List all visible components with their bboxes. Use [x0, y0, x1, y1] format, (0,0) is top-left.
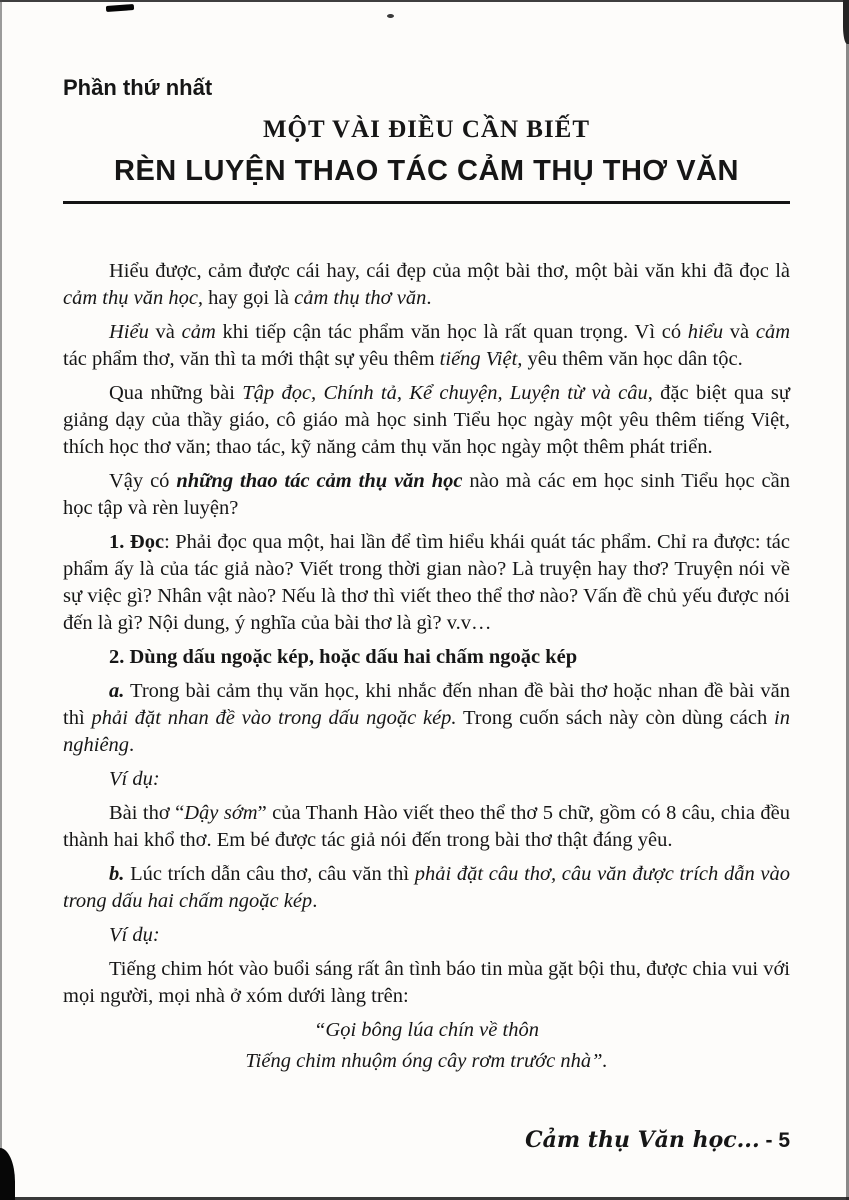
paragraph	[63, 644, 790, 671]
text-run: 1. Đọc	[109, 531, 165, 553]
text-run: cảm thụ văn học,	[63, 287, 204, 309]
text-run: phải đặt nhan đề vào trong dấu ngoặc kép.	[91, 707, 457, 729]
text-run: ” của Thanh Hào viết theo thể thơ 5 chữ, gồm có 8 câu, chia đều thành hai khổ thơ. Em bé được tác giả nói đến trong bài thơ thật đáng yêu.	[63, 802, 790, 851]
text-run: , đặc biệt qua sự giảng dạy của thầy giáo, cô giáo mà học sinh Tiểu học ngày một yêu thêm tiếng Việt, thích học thơ văn; thao tác, kỹ năng cảm thụ văn học ngày một thêm phát triển.	[63, 382, 790, 458]
text-run: .	[426, 287, 432, 309]
text-run: những thao tác cảm thụ văn học	[176, 470, 463, 492]
text-run: Tiếng chim hót vào buổi sáng rất ân tình báo tin mùa gặt bội thu, được chia vui với mọi người, mọi nhà ở xóm dưới làng trên:	[63, 958, 790, 1007]
text-run: b.	[109, 863, 125, 885]
text-run: Vậy có	[109, 470, 177, 492]
text-run: Bài thơ “	[109, 802, 185, 824]
section-label: Phần thứ nhất	[63, 75, 213, 100]
text-run: hiểu	[687, 321, 724, 343]
footer-separator: -	[759, 1129, 779, 1152]
page-content	[63, 75, 790, 1079]
text-run: .	[129, 734, 135, 756]
scan-artifact-mark	[387, 14, 394, 18]
text-run: Ví dụ:	[109, 768, 160, 790]
paragraph	[63, 258, 790, 312]
text-run: cảm thụ thơ văn	[294, 287, 427, 309]
text-run: Dậy sớm	[184, 802, 258, 824]
text-run: in nghiêng	[63, 707, 790, 756]
text-run: “Gọi bông lúa chín về thôn	[314, 1019, 539, 1041]
text-run: Hiểu	[109, 321, 149, 343]
text-run: nào mà các em học sinh Tiểu học cần học tập và rèn luyện?	[63, 470, 791, 519]
text-run: cảm	[181, 321, 216, 343]
scan-artifact-top-edge	[0, 0, 849, 2]
paragraph	[63, 529, 790, 637]
scan-artifact-mark	[106, 4, 134, 12]
chapter-title-line1: MỘT VÀI ĐIỀU CẦN BIẾT	[262, 116, 591, 143]
footer-book-title: Cảm thụ Văn học...	[525, 1127, 760, 1153]
paragraph	[63, 956, 790, 1010]
text-run: : Phải đọc qua một, hai lần để tìm hiểu khái quát tác phẩm. Chỉ ra được: tác phẩm ấy là của tác giả nào? Viết trong thời gian nào? Là truyện hay thơ? Truyện nói về sự việc gì? Nhân vật nào? Nếu là thơ thì viết theo thể thơ nào? Vấn đề chủ yếu được nói đến là gì? Nội dung, ý nghĩa của bài thơ là gì? v.v…	[63, 531, 790, 634]
text-run: và	[148, 321, 182, 343]
text-run: Hiểu được, cảm được cái hay, cái đẹp của một bài thơ, một bài văn khi đã đọc là	[109, 260, 790, 282]
paragraph	[63, 1048, 790, 1075]
text-run: khi tiếp cận tác phẩm văn học là rất quan trọng. Vì có	[215, 321, 688, 343]
text-run: a.	[109, 680, 125, 702]
text-run: tác phẩm thơ, văn thì ta mới thật sự yêu thêm	[63, 348, 440, 370]
paragraph	[63, 319, 790, 373]
paragraph	[63, 468, 790, 522]
text-run: Trong cuốn sách này còn dùng cách	[456, 707, 775, 729]
paragraph	[63, 380, 790, 461]
text-run: tiếng Việt,	[439, 348, 523, 370]
text-run: Lúc trích dẫn câu thơ, câu văn thì	[124, 863, 415, 885]
paragraph	[63, 800, 790, 854]
scan-artifact-left-edge	[0, 0, 2, 1200]
title-rule	[63, 201, 790, 204]
text-run: Qua những bài	[109, 382, 243, 404]
body-paragraphs	[63, 258, 790, 1075]
text-run: Trong bài cảm thụ văn học, khi nhắc đến nhan đề bài thơ hoặc nhan đề bài văn thì	[63, 680, 790, 729]
text-run: cảm	[755, 321, 790, 343]
text-run: và	[723, 321, 756, 343]
footer-page-number: 5	[778, 1129, 790, 1152]
text-run: Tiếng chim nhuộm óng cây rơm trước nhà”.	[245, 1050, 608, 1072]
text-run: Tập đọc, Chính tả, Kể chuyện, Luyện từ và câu	[242, 382, 648, 404]
text-run: yêu thêm văn học dân tộc.	[522, 348, 743, 370]
scan-artifact-top-right-corner	[843, 0, 849, 44]
paragraph	[63, 766, 790, 793]
text-run: Ví dụ:	[109, 924, 160, 946]
text-run: .	[312, 890, 318, 912]
text-run: phải đặt câu thơ, câu văn được trích dẫn vào trong dấu hai chấm ngoặc kép	[63, 863, 790, 912]
page-footer	[63, 1126, 790, 1155]
paragraph	[63, 922, 790, 949]
paragraph	[63, 678, 790, 759]
paragraph	[63, 861, 790, 915]
text-run: 2. Dùng dấu ngoặc kép, hoặc dấu hai chấm ngoặc kép	[109, 646, 578, 668]
text-run: hay gọi là	[203, 287, 295, 309]
chapter-title-line2: RÈN LUYỆN THAO TÁC CẢM THỤ THƠ VĂN	[114, 155, 739, 187]
paragraph	[63, 1017, 790, 1044]
scan-artifact-bottom-left-corner	[0, 1148, 15, 1200]
